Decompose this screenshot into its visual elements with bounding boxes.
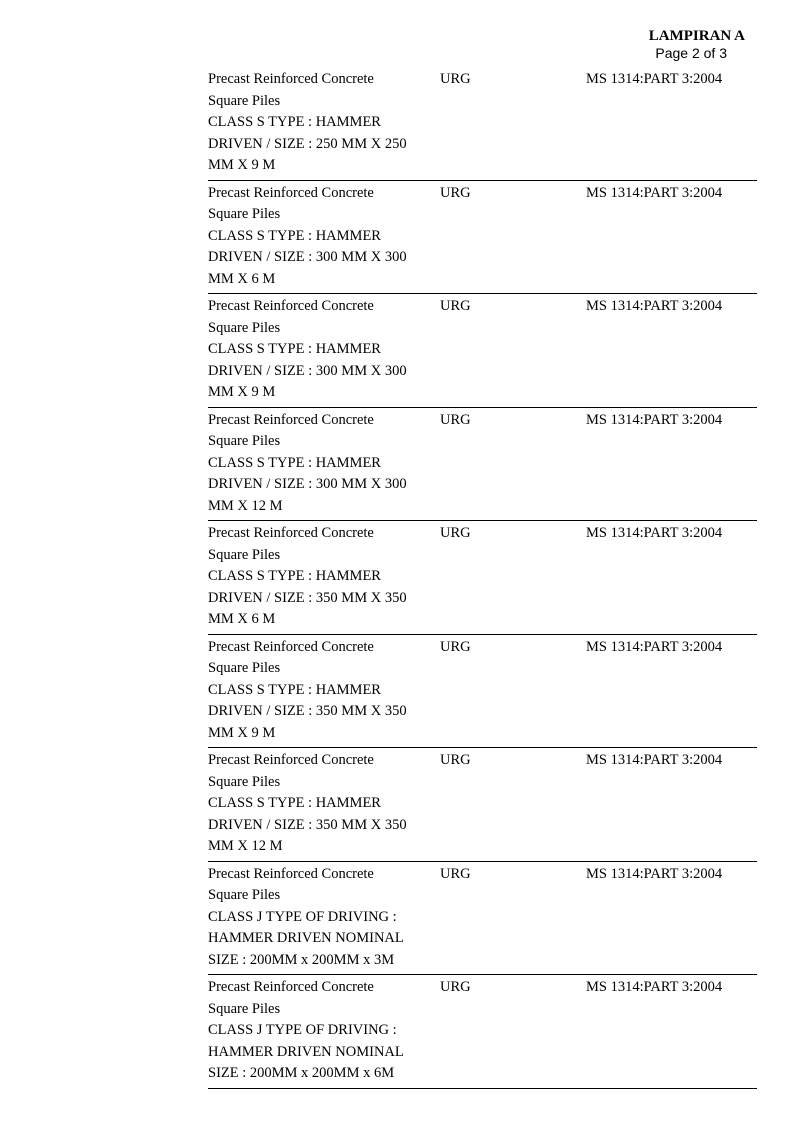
description-line: CLASS S TYPE : HAMMER <box>208 795 381 811</box>
description-line: Square Piles <box>208 92 281 109</box>
description-line: Square Piles <box>208 887 281 903</box>
description-line: DRIVEN / SIZE : 350 MM X 350 <box>208 589 407 606</box>
description-line: MM X 9 M <box>208 724 276 741</box>
description-line: Square Piles <box>208 319 281 336</box>
standard-reference: MS 1314:PART 3:2004 <box>586 638 723 655</box>
description-line: SIZE : 200MM x 200MM x 3M <box>208 951 395 968</box>
table-row <box>208 975 757 1089</box>
description-line: Precast Reinforced Concrete <box>208 865 374 882</box>
page-number: Page 2 of 3 <box>655 45 727 61</box>
description-line: MM X 9 M <box>208 157 276 173</box>
description-line: CLASS S TYPE : HAMMER <box>208 568 381 584</box>
agency-code: URG <box>440 979 471 995</box>
agency-code: URG <box>440 411 471 428</box>
table-row <box>208 862 757 976</box>
table-row <box>208 67 757 181</box>
description-line: Square Piles <box>208 1000 281 1017</box>
agency-code: URG <box>440 298 471 314</box>
product-description <box>208 750 433 858</box>
product-description <box>208 977 433 1085</box>
agency-code: URG <box>440 525 471 541</box>
description-line: MM X 9 M <box>208 384 276 400</box>
description-line: DRIVEN / SIZE : 300 MM X 300 <box>208 362 407 379</box>
description-line: Precast Reinforced Concrete <box>208 638 374 655</box>
description-line: DRIVEN / SIZE : 350 MM X 350 <box>208 703 407 719</box>
product-description <box>208 864 433 972</box>
description-line: CLASS S TYPE : HAMMER <box>208 114 381 130</box>
description-line: Square Piles <box>208 433 281 449</box>
description-line: Precast Reinforced Concrete <box>208 298 374 314</box>
description-line: Square Piles <box>208 660 281 676</box>
description-line: Precast Reinforced Concrete <box>208 979 374 995</box>
standard-reference: MS 1314:PART 3:2004 <box>586 184 723 201</box>
description-line: MM X 12 M <box>208 497 283 514</box>
standard-reference: MS 1314:PART 3:2004 <box>586 865 723 882</box>
product-description <box>208 183 433 291</box>
description-line: CLASS S TYPE : HAMMER <box>208 681 381 698</box>
description-line: Precast Reinforced Concrete <box>208 752 374 768</box>
product-description <box>208 296 433 404</box>
description-line: Precast Reinforced Concrete <box>208 411 374 428</box>
description-line: MM X 6 M <box>208 611 276 627</box>
table-row <box>208 408 757 522</box>
description-line: CLASS S TYPE : HAMMER <box>208 227 381 244</box>
agency-code: URG <box>440 638 471 655</box>
description-line: Square Piles <box>208 773 281 790</box>
product-description <box>208 523 433 631</box>
description-line: CLASS J TYPE OF DRIVING : <box>208 908 397 925</box>
table-row <box>208 748 757 862</box>
standard-reference: MS 1314:PART 3:2004 <box>586 71 723 87</box>
product-description <box>208 637 433 745</box>
standard-reference: MS 1314:PART 3:2004 <box>586 979 723 995</box>
agency-code: URG <box>440 71 471 87</box>
description-line: Precast Reinforced Concrete <box>208 525 374 541</box>
agency-code: URG <box>440 865 471 882</box>
description-line: Precast Reinforced Concrete <box>208 184 374 201</box>
table-row <box>208 294 757 408</box>
product-table <box>208 67 757 1089</box>
standard-reference: MS 1314:PART 3:2004 <box>586 298 723 314</box>
product-description <box>208 69 433 177</box>
description-line: DRIVEN / SIZE : 350 MM X 350 <box>208 816 407 833</box>
table-row <box>208 181 757 295</box>
description-line: MM X 6 M <box>208 270 276 287</box>
appendix-title: LAMPIRAN A <box>648 28 745 44</box>
description-line: Precast Reinforced Concrete <box>208 71 374 87</box>
description-line: HAMMER DRIVEN NOMINAL <box>208 1043 404 1060</box>
description-line: DRIVEN / SIZE : 300 MM X 300 <box>208 476 407 492</box>
description-line: HAMMER DRIVEN NOMINAL <box>208 930 404 946</box>
description-line: CLASS S TYPE : HAMMER <box>208 454 381 471</box>
description-line: SIZE : 200MM x 200MM x 6M <box>208 1065 395 1081</box>
table-row <box>208 521 757 635</box>
standard-reference: MS 1314:PART 3:2004 <box>586 752 723 768</box>
description-line: CLASS S TYPE : HAMMER <box>208 341 381 357</box>
description-line: Square Piles <box>208 546 281 563</box>
description-line: DRIVEN / SIZE : 300 MM X 300 <box>208 249 407 265</box>
table-row <box>208 635 757 749</box>
product-description <box>208 410 433 518</box>
standard-reference: MS 1314:PART 3:2004 <box>586 525 723 541</box>
description-line: CLASS J TYPE OF DRIVING : <box>208 1022 397 1038</box>
description-line: Square Piles <box>208 206 281 222</box>
agency-code: URG <box>440 184 471 201</box>
description-line: MM X 12 M <box>208 838 283 854</box>
description-line: DRIVEN / SIZE : 250 MM X 250 <box>208 135 407 152</box>
standard-reference: MS 1314:PART 3:2004 <box>586 411 723 428</box>
agency-code: URG <box>440 752 471 768</box>
